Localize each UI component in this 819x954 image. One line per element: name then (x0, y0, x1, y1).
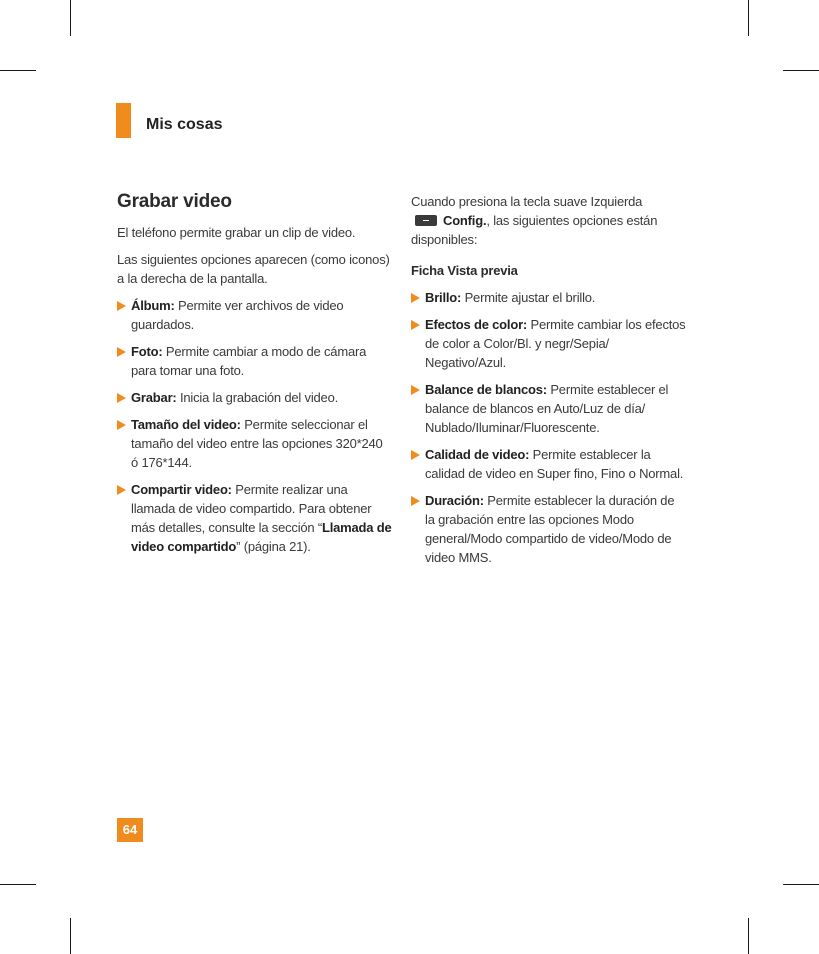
menu-term: Config. (443, 213, 487, 228)
left-column (117, 190, 392, 564)
section-marker-bar (116, 103, 131, 138)
intro-paragraph: Las siguientes opciones aparecen (como iconos) a la derecha de la pantalla. (117, 252, 390, 286)
section-reference: Llamada de video compartido (131, 520, 392, 554)
section-title: Mis cosas (146, 116, 223, 133)
right-column (411, 192, 686, 575)
bullet-arrow-icon (411, 450, 420, 460)
item-term: Balance de blancos: (425, 382, 547, 397)
item-text: ” (página 21). (236, 539, 311, 554)
crop-mark (70, 0, 71, 36)
bullet-arrow-icon (117, 420, 126, 430)
intro-paragraph: El teléfono permite grabar un clip de video. (117, 225, 356, 240)
list-item (117, 342, 392, 380)
intro-text: Cuando presiona la tecla suave Izquierda (411, 194, 643, 209)
left-softkey-icon (415, 215, 437, 226)
item-text: Inicia la grabación del video. (176, 390, 339, 405)
crop-mark (748, 0, 749, 36)
bullet-arrow-icon (117, 485, 126, 495)
bullet-arrow-icon (117, 301, 126, 311)
list-item (117, 296, 392, 334)
list-item (411, 380, 686, 437)
list-item (411, 445, 686, 483)
bullet-arrow-icon (411, 496, 420, 506)
item-term: Duración: (425, 493, 484, 508)
page-heading: Grabar video (117, 191, 232, 212)
item-term: Calidad de video: (425, 447, 530, 462)
option-list (411, 288, 686, 567)
crop-mark (748, 918, 749, 954)
bullet-arrow-icon (411, 320, 420, 330)
item-term: Brillo: (425, 290, 462, 305)
list-item (411, 315, 686, 372)
list-item (117, 388, 392, 407)
option-list (117, 296, 392, 556)
bullet-arrow-icon (117, 347, 126, 357)
list-item (117, 415, 392, 472)
list-item (411, 288, 686, 307)
crop-mark (70, 918, 71, 954)
item-text: Permite cambiar a modo de cámara para tomar una foto. (131, 344, 367, 378)
item-term: Compartir video: (131, 482, 232, 497)
bullet-arrow-icon (411, 293, 420, 303)
intro-paragraph (411, 192, 686, 249)
crop-mark (0, 884, 36, 885)
item-text: Permite establecer la calidad de video en Super fino, Fino o Normal. (425, 447, 684, 481)
page-number: 64 (117, 818, 143, 842)
subsection-heading: Ficha Vista previa (411, 263, 518, 278)
item-term: Grabar: (131, 390, 177, 405)
bullet-arrow-icon (411, 385, 420, 395)
bullet-arrow-icon (117, 393, 126, 403)
item-text: Permite cambiar los efectos de color a Color/Bl. y negr/Sepia/ Negativo/Azul. (425, 317, 686, 370)
item-term: Efectos de color: (425, 317, 528, 332)
crop-mark (783, 884, 819, 885)
intro-text: , las siguientes opciones están disponibles: (411, 213, 658, 247)
item-text: Permite realizar una llamada de video compartido. Para obtener más detalles, consulte la sección “ (131, 482, 372, 535)
list-item (117, 480, 392, 556)
item-term: Tamaño del video: (131, 417, 241, 432)
item-text: Permite establecer la duración de la grabación entre las opciones Modo general/Modo compartido de video/Modo de video MMS. (425, 493, 675, 565)
item-text: Permite ajustar el brillo. (461, 290, 596, 305)
item-term: Foto: (131, 344, 163, 359)
crop-mark (0, 70, 36, 71)
item-term: Álbum: (131, 298, 175, 313)
item-text: Permite ver archivos de video guardados. (131, 298, 344, 332)
item-text: Permite establecer el balance de blancos en Auto/Luz de día/ Nublado/Iluminar/Fluorescente. (425, 382, 669, 435)
crop-mark (783, 70, 819, 71)
item-text: Permite seleccionar el tamaño del video entre las opciones 320*240 ó 176*144. (131, 417, 383, 470)
list-item (411, 491, 686, 567)
